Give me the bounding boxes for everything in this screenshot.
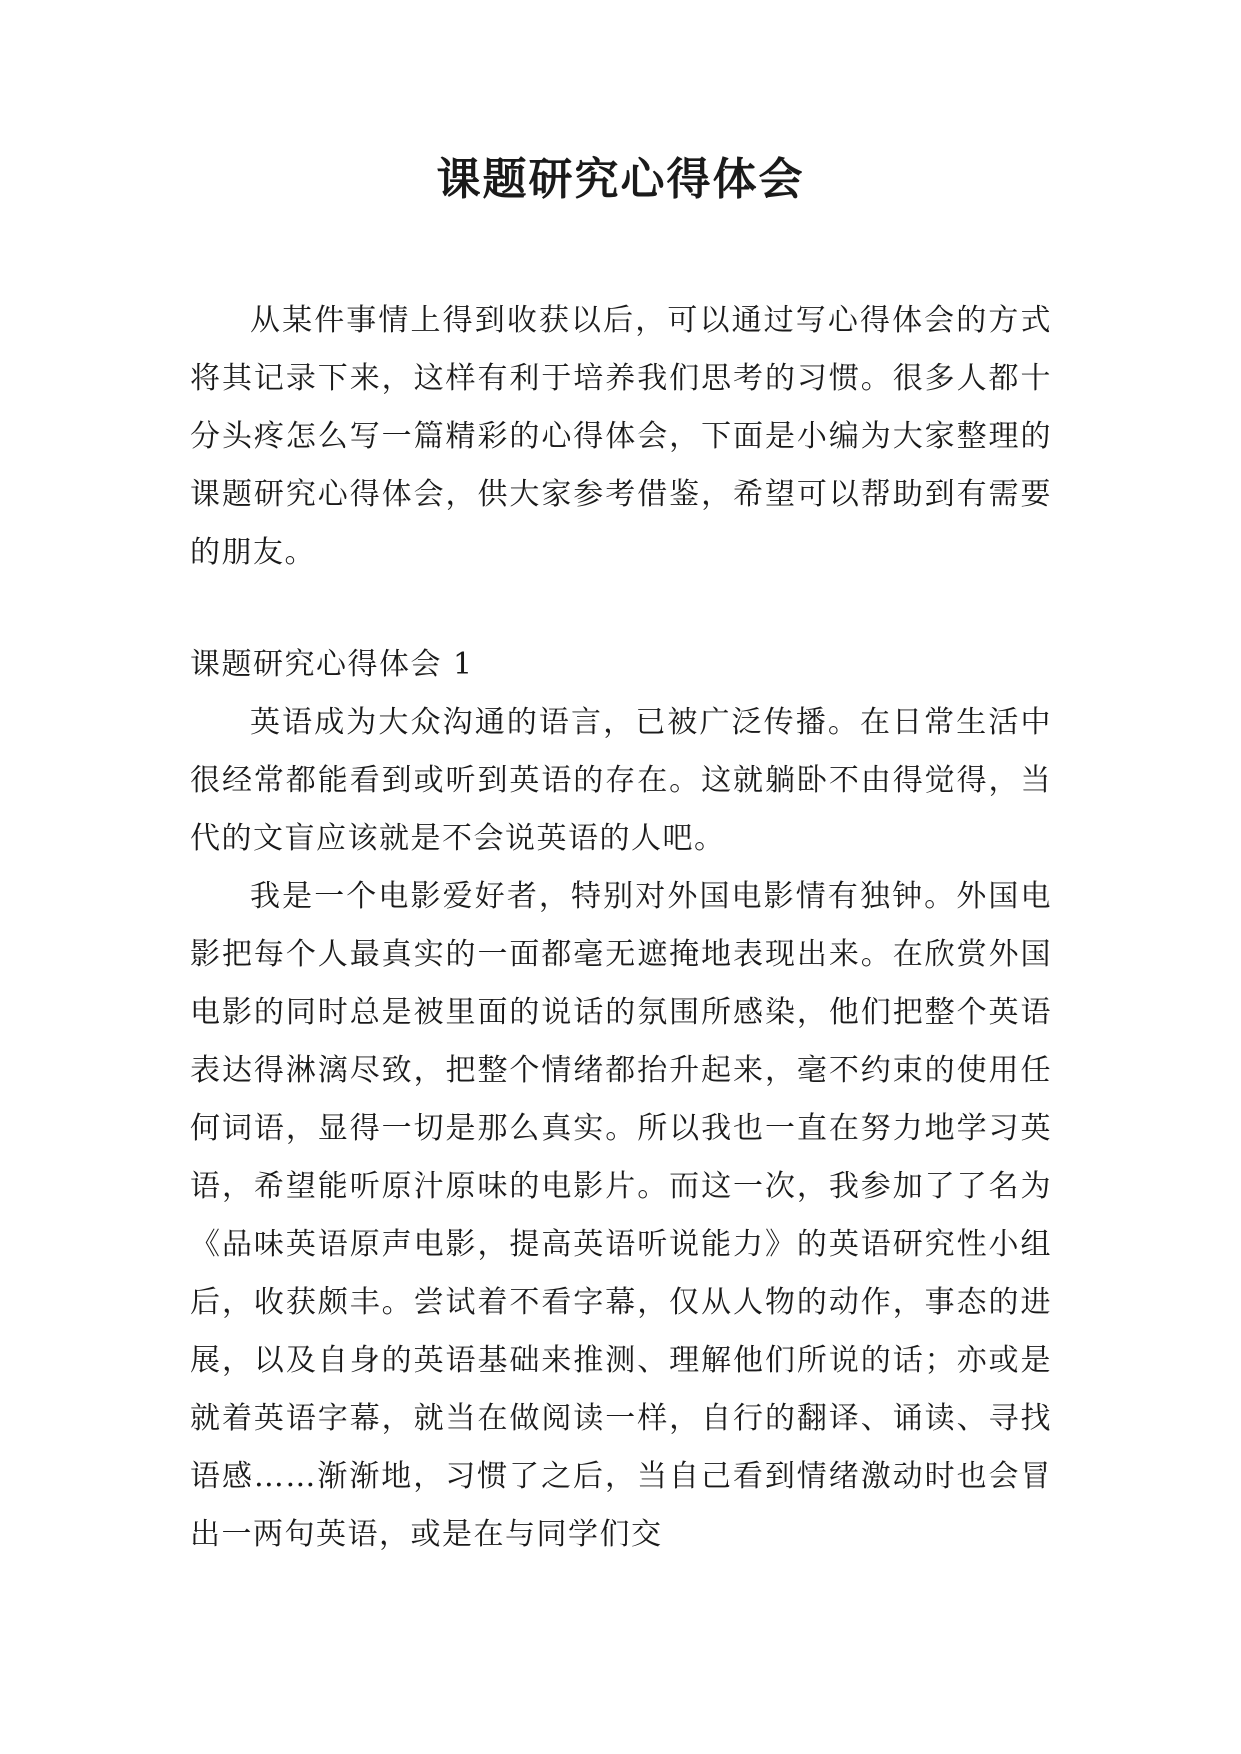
- document-body: [190, 292, 1052, 1564]
- body-paragraph: 我是一个电影爱好者，特别对外国电影情有独钟。外国电影把每个人最真实的一面都毫无遮掩地表现出来。在欣赏外国电影的同时总是被里面的说话的氛围所感染，他们把整个英语表达得淋漓尽致，把整个情绪都抬升起来，毫不约束的使用任何词语，显得一切是那么真实。所以我也一直在努力地学习英语，希望能听原汁原味的电影片。而这一次，我参加了了名为《品味英语原声电影，提高英语听说能力》的英语研究性小组后，收获颇丰。尝试着不看字幕，仅从人物的动作，事态的进展，以及自身的英语基础来推测、理解他们所说的话；亦或是就着英语字幕，就当在做阅读一样，自行的翻译、诵读、寻找语感……渐渐地，习惯了之后，当自己看到情绪激动时也会冒出一两句英语，或是在与同学们交: [190, 879, 1052, 1552]
- page-title: 课题研究心得体会: [436, 154, 805, 205]
- section-heading: 课题研究心得体会 1: [190, 647, 474, 682]
- body-paragraph: 英语成为大众沟通的语言，已被广泛传播。在日常生活中很经常都能看到或听到英语的存在。这就躺卧不由得觉得，当代的文盲应该就是不会说英语的人吧。: [190, 705, 1052, 856]
- intro-paragraph: 从某件事情上得到收获以后，可以通过写心得体会的方式将其记录下来，这样有利于培养我们思考的习惯。很多人都十分头疼怎么写一篇精彩的心得体会，下面是小编为大家整理的课题研究心得体会，供大家参考借鉴，希望可以帮助到有需要的朋友。: [190, 303, 1052, 570]
